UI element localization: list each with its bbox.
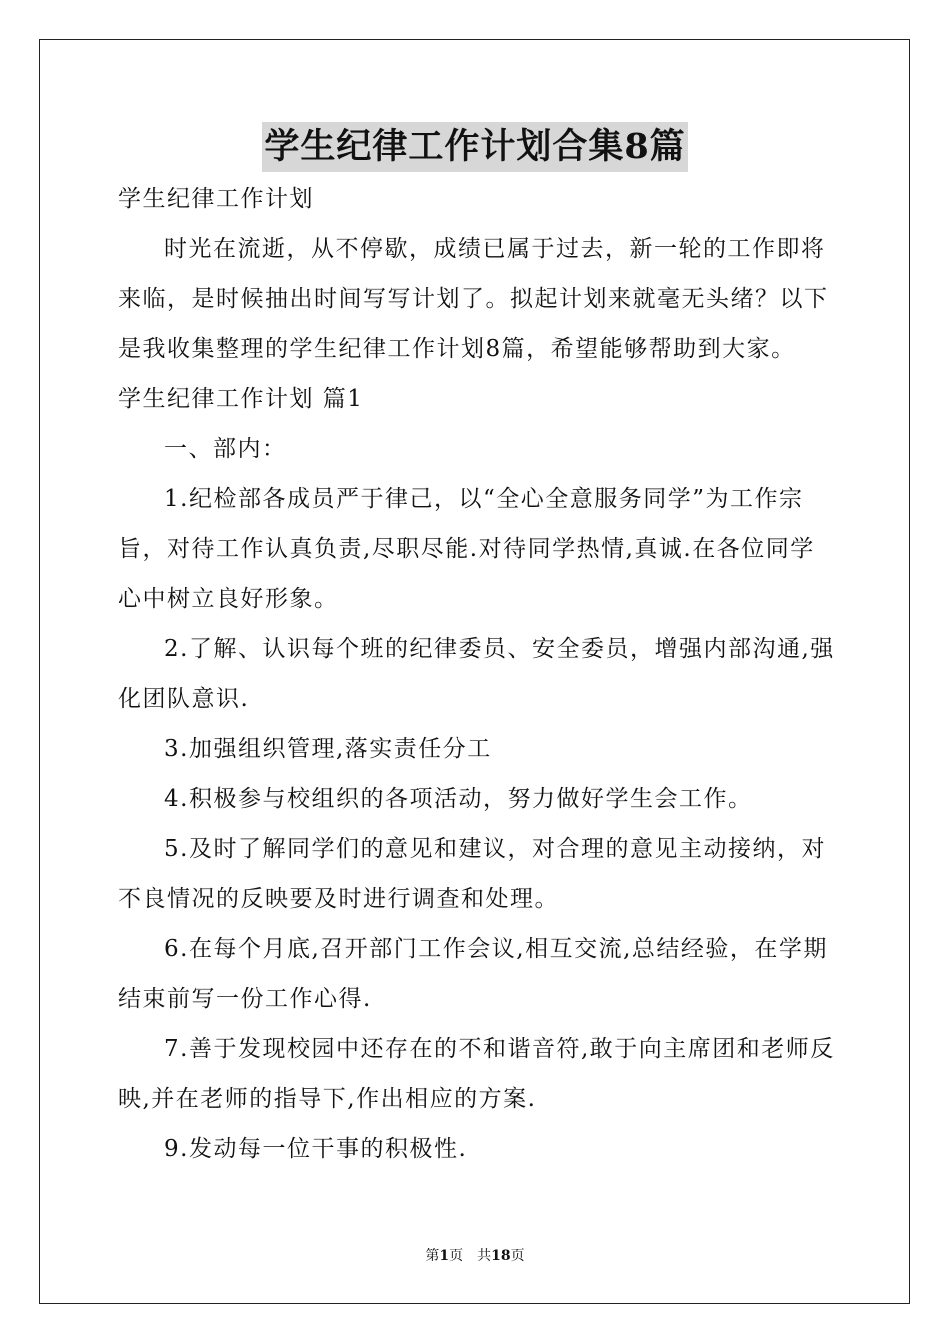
list-item: 1.纪检部各成员严于律己，以“全心全意服务同学”为工作宗旨，对待工作认真负责,尽职尽能.对待同学热情,真诚.在各位同学心中树立良好形象。 bbox=[118, 486, 815, 612]
page-total: 18 bbox=[491, 1248, 511, 1264]
list-item: 2.了解、认识每个班的纪律委员、安全委员，增强内部沟通,强化团队意识. bbox=[118, 636, 835, 712]
section-heading: 学生纪律工作计划 bbox=[118, 186, 314, 212]
document-body bbox=[118, 174, 838, 1174]
total-prefix: 共 bbox=[477, 1248, 492, 1264]
title-block bbox=[0, 122, 950, 172]
page-prefix: 第 bbox=[425, 1248, 440, 1264]
list-item: 9.发动每一位干事的积极性. bbox=[164, 1136, 468, 1162]
list-item: 7.善于发现校园中还存在的不和谐音符,敢于向主席团和老师反映,并在老师的指导下,作出相应的方案. bbox=[118, 1036, 835, 1112]
list-item: 3.加强组织管理,落实责任分工 bbox=[164, 736, 492, 762]
subsection-heading: 一、部内： bbox=[164, 436, 287, 462]
intro-paragraph: 时光在流逝，从不停歇，成绩已属于过去，新一轮的工作即将来临，是时候抽出时间写写计划了。拟起计划来就毫无头绪？以下是我收集整理的学生纪律工作计划8篇，希望能够帮助到大家。 bbox=[118, 236, 829, 362]
page-unit: 页 bbox=[449, 1248, 464, 1264]
list-item: 6.在每个月底,召开部门工作会议,相互交流,总结经验，在学期结束前写一份工作心得. bbox=[118, 936, 828, 1012]
list-item: 4.积极参与校组织的各项活动，努力做好学生会工作。 bbox=[164, 786, 753, 812]
document-title: 学生纪律工作计划合集8篇 bbox=[262, 122, 687, 172]
page-footer bbox=[0, 1247, 950, 1265]
page-current: 1 bbox=[439, 1248, 450, 1264]
total-unit: 页 bbox=[510, 1248, 525, 1264]
section-heading: 学生纪律工作计划 篇1 bbox=[118, 386, 364, 412]
list-item: 5.及时了解同学们的意见和建议，对合理的意见主动接纳，对不良情况的反映要及时进行调查和处理。 bbox=[118, 836, 826, 912]
